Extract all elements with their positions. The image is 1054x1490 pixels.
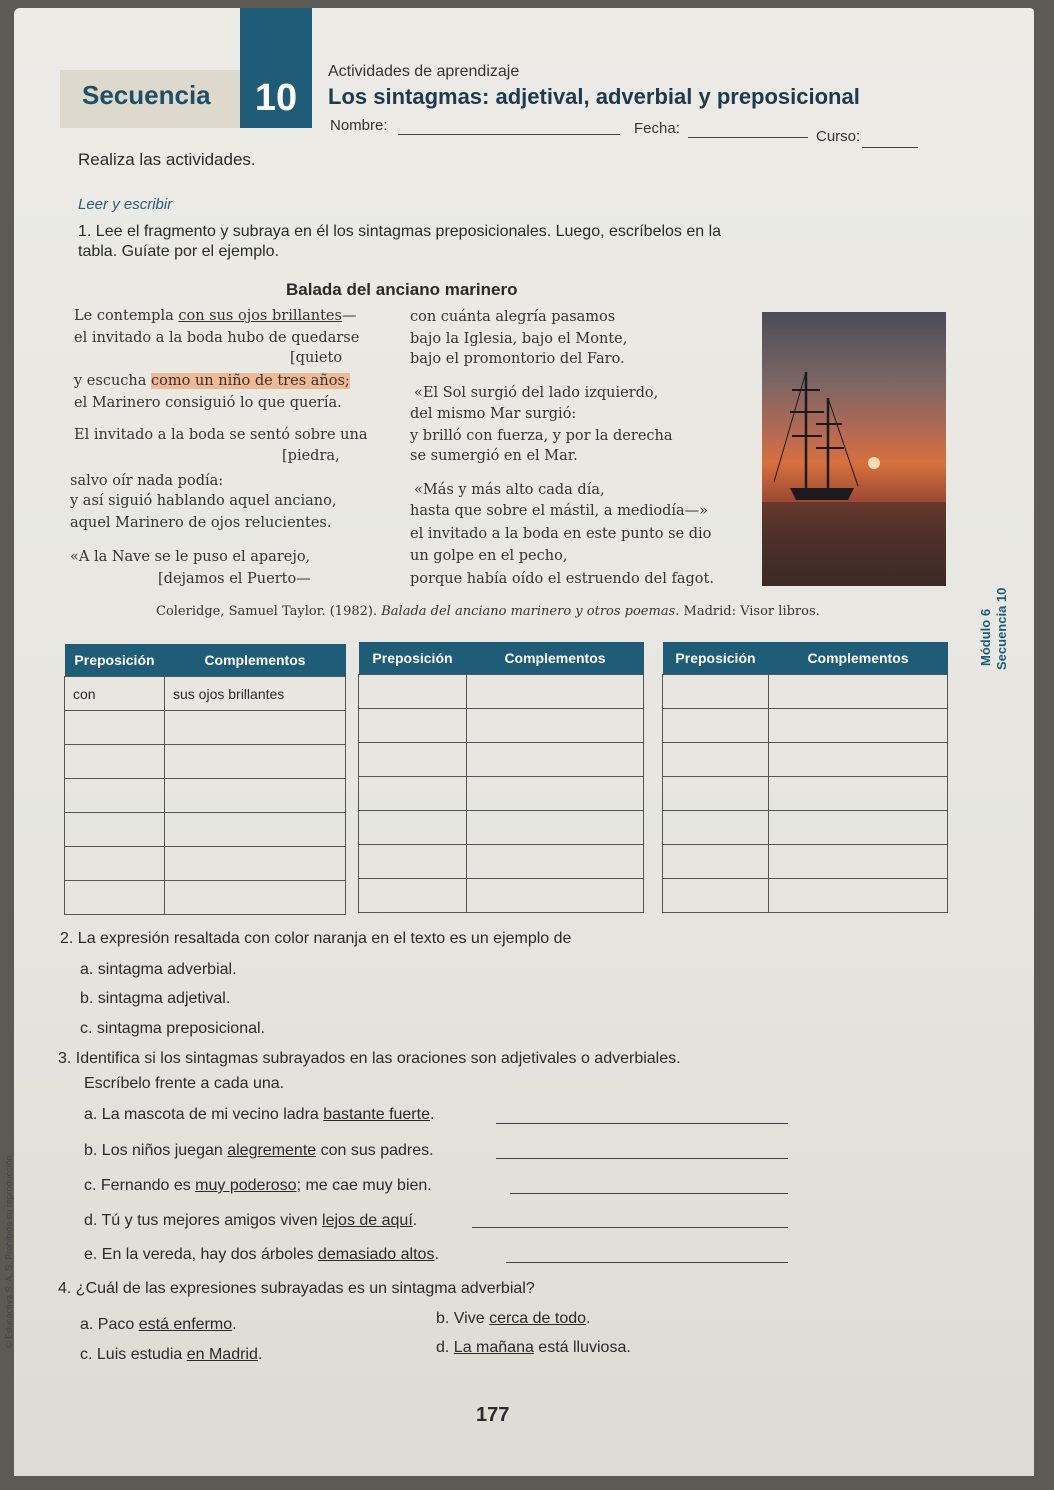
poem-line-r4: «El Sol surgió del lado izquierdo, [414, 385, 659, 401]
course-field[interactable] [862, 146, 918, 148]
poem-title: Balada del anciano marinero [286, 280, 518, 299]
table-cell[interactable] [769, 709, 948, 743]
poem-line-r5: del mismo Mar surgió: [410, 406, 577, 422]
table-cell[interactable] [663, 845, 769, 879]
table-cell[interactable] [165, 711, 346, 745]
question-3-item-d: d. Tú y tus mejores amigos viven lejos de aquí. [84, 1212, 418, 1229]
table-cell[interactable] [359, 845, 467, 879]
poem-line-r7: se sumergió en el Mar. [410, 448, 578, 464]
table-cell[interactable] [65, 779, 165, 813]
table-cell[interactable] [65, 745, 165, 779]
section-label: Leer y escribir [78, 196, 173, 213]
poem-line-r10: el invitado a la boda en este punto se dio [410, 526, 712, 542]
table-cell[interactable] [663, 675, 769, 709]
table-cell[interactable] [165, 779, 346, 813]
question-3-item-b: b. Los niños juegan alegremente con sus padres. [84, 1142, 434, 1159]
page-number: 177 [476, 1404, 510, 1426]
poem-line-r2: bajo la Iglesia, bajo el Monte, [410, 331, 628, 347]
table-cell[interactable] [769, 811, 948, 845]
poem-line-6: El invitado a la boda se sentó sobre una [74, 427, 368, 443]
name-label: Nombre: [330, 117, 388, 134]
highlighted-phrase: como un niño de tres años; [151, 373, 350, 389]
ship-icon [762, 312, 946, 586]
table-cell[interactable] [663, 743, 769, 777]
table-header-preposition: Preposición [65, 644, 165, 677]
table-cell[interactable] [467, 709, 644, 743]
name-field[interactable] [398, 133, 620, 135]
table-cell[interactable] [65, 813, 165, 847]
table-cell[interactable] [165, 881, 346, 915]
module-side-tab [972, 570, 1012, 670]
question-4-option-b[interactable]: b. Vive cerca de todo. [436, 1310, 591, 1327]
question-1 [78, 222, 758, 262]
poem-line-r1: con cuánta alegría pasamos [410, 309, 616, 325]
question-1-number: 1. [78, 223, 92, 240]
date-label: Fecha: [634, 120, 680, 137]
table-header-complements: Complementos [165, 644, 346, 677]
sequence-label: Secuencia [82, 80, 211, 110]
citation: Coleridge, Samuel Taylor. (1982). Balada del anciano marinero y otros poemas. Madrid: Visor libros. [156, 604, 820, 619]
table-header-complements: Complementos [467, 642, 644, 675]
sunset-ship-illustration [762, 312, 946, 586]
table-cell[interactable] [467, 811, 644, 845]
table-header-complements: Complementos [769, 642, 948, 675]
answer-table-1 [64, 644, 346, 915]
table-header-preposition: Preposición [359, 642, 467, 675]
table-cell[interactable] [663, 709, 769, 743]
poem-line-11: «A la Nave se le puso el aparejo, [70, 549, 311, 565]
table-cell[interactable] [663, 811, 769, 845]
question-2-option-b[interactable]: b. sintagma adjetival. [80, 990, 231, 1007]
question-2: 2. La expresión resaltada con color naranja en el texto es un ejemplo de [60, 930, 572, 947]
sequence-number: 10 [240, 8, 312, 128]
poem-line-3: [quieto [290, 350, 343, 366]
example-complement: sus ojos brillantes [165, 677, 346, 711]
side-sequence-label: Secuencia 10 [994, 587, 1009, 670]
underlined-phrase: con sus ojos brillantes [178, 308, 342, 324]
table-cell[interactable] [467, 845, 644, 879]
poem-line-9: y así siguió hablando aquel anciano, [70, 493, 337, 509]
table-cell[interactable] [359, 879, 467, 913]
table-cell[interactable] [65, 711, 165, 745]
table-cell[interactable] [467, 777, 644, 811]
poem-line-7: [piedra, [282, 448, 340, 464]
table-cell[interactable] [467, 675, 644, 709]
question-3: 3. Identifica si los sintagmas subrayados en las oraciones son adjetivales o adverbiales. [58, 1050, 681, 1067]
instruction: Realiza las actividades. [78, 150, 256, 169]
poem-line-r3: bajo el promontorio del Faro. [410, 351, 625, 367]
table-cell[interactable] [663, 777, 769, 811]
table-cell[interactable] [769, 743, 948, 777]
copyright-notice [2, 1090, 22, 1350]
question-2-option-c[interactable]: c. sintagma preposicional. [80, 1020, 265, 1037]
poem-line-r11: un golpe en el pecho, [410, 548, 568, 564]
table-cell[interactable] [65, 881, 165, 915]
question-4-option-a[interactable]: a. Paco está enfermo. [80, 1316, 237, 1333]
question-3-item-e: e. En la vereda, hay dos árboles demasiado altos. [84, 1246, 439, 1263]
table-cell[interactable] [165, 745, 346, 779]
answer-line-b[interactable] [496, 1157, 788, 1159]
poem-line-r8: «Más y más alto cada día, [414, 482, 605, 498]
poem-line-8: salvo oír nada podía: [70, 473, 224, 489]
answer-line-a[interactable] [496, 1122, 788, 1124]
date-field[interactable] [688, 136, 808, 138]
table-cell[interactable] [359, 675, 467, 709]
poem-line-10: aquel Marinero de ojos relucientes. [70, 515, 332, 531]
table-cell[interactable] [165, 847, 346, 881]
poem-line-r12: porque había oído el estruendo del fagot. [410, 571, 714, 587]
question-3-item-c: c. Fernando es muy poderoso; me cae muy bien. [84, 1177, 432, 1194]
table-cell[interactable] [65, 847, 165, 881]
poem-line-5: el Marinero consiguió lo que quería. [74, 395, 342, 411]
table-cell[interactable] [359, 811, 467, 845]
side-module-label: Módulo 6 [978, 608, 993, 666]
table-cell[interactable] [165, 813, 346, 847]
table-cell[interactable] [769, 879, 948, 913]
answer-line-c[interactable] [510, 1192, 788, 1194]
answer-table-2 [358, 642, 644, 913]
question-3-subtext: Escríbelo frente a cada una. [84, 1075, 285, 1092]
answer-table-3 [662, 642, 948, 913]
answer-line-d[interactable] [472, 1226, 788, 1228]
question-3-item-a: a. La mascota de mi vecino ladra bastante fuerte. [84, 1106, 435, 1123]
poem-line-r6: y brilló con fuerza, y por la derecha [410, 428, 673, 444]
answer-line-e[interactable] [506, 1261, 788, 1263]
table-cell[interactable] [467, 879, 644, 913]
table-cell[interactable] [359, 743, 467, 777]
sun-icon [868, 457, 880, 469]
poem-line-r9: hasta que sobre el mástil, a mediodía—» [410, 503, 709, 519]
table-header-preposition: Preposición [663, 642, 769, 675]
poem-line-1: Le contempla con sus ojos brillantes— [74, 308, 357, 324]
question-1-text: Lee el fragmento y subraya en él los sintagmas preposicionales. Luego, escríbelos en la tabla. Guíate por el ejemplo. [78, 223, 722, 260]
question-4: 4. ¿Cuál de las expresiones subrayadas es un sintagma adverbial? [58, 1280, 535, 1297]
question-2-option-a[interactable]: a. sintagma adverbial. [80, 961, 237, 978]
table-cell[interactable] [359, 777, 467, 811]
table-cell[interactable] [467, 743, 644, 777]
copyright-text: © Educactiva S. A. S. Prohibida su reproducción [4, 1155, 14, 1348]
table-cell[interactable] [663, 879, 769, 913]
table-cell[interactable] [769, 777, 948, 811]
table-cell[interactable] [359, 709, 467, 743]
page-title: Los sintagmas: adjetival, adverbial y preposicional [328, 84, 860, 109]
poem-line-12: [dejamos el Puerto— [158, 571, 311, 587]
table-cell[interactable] [769, 845, 948, 879]
example-preposition: con [65, 677, 165, 711]
question-4-option-d[interactable]: d. La mañana está lluviosa. [436, 1339, 631, 1356]
poem-line-2: el invitado a la boda hubo de quedarse [74, 330, 360, 346]
course-label: Curso: [816, 128, 861, 145]
table-cell[interactable] [769, 675, 948, 709]
question-4-option-c[interactable]: c. Luis estudia en Madrid. [80, 1346, 263, 1363]
poem-line-4: y escucha como un niño de tres años; [74, 373, 350, 389]
header-subtitle: Actividades de aprendizaje [328, 63, 520, 80]
